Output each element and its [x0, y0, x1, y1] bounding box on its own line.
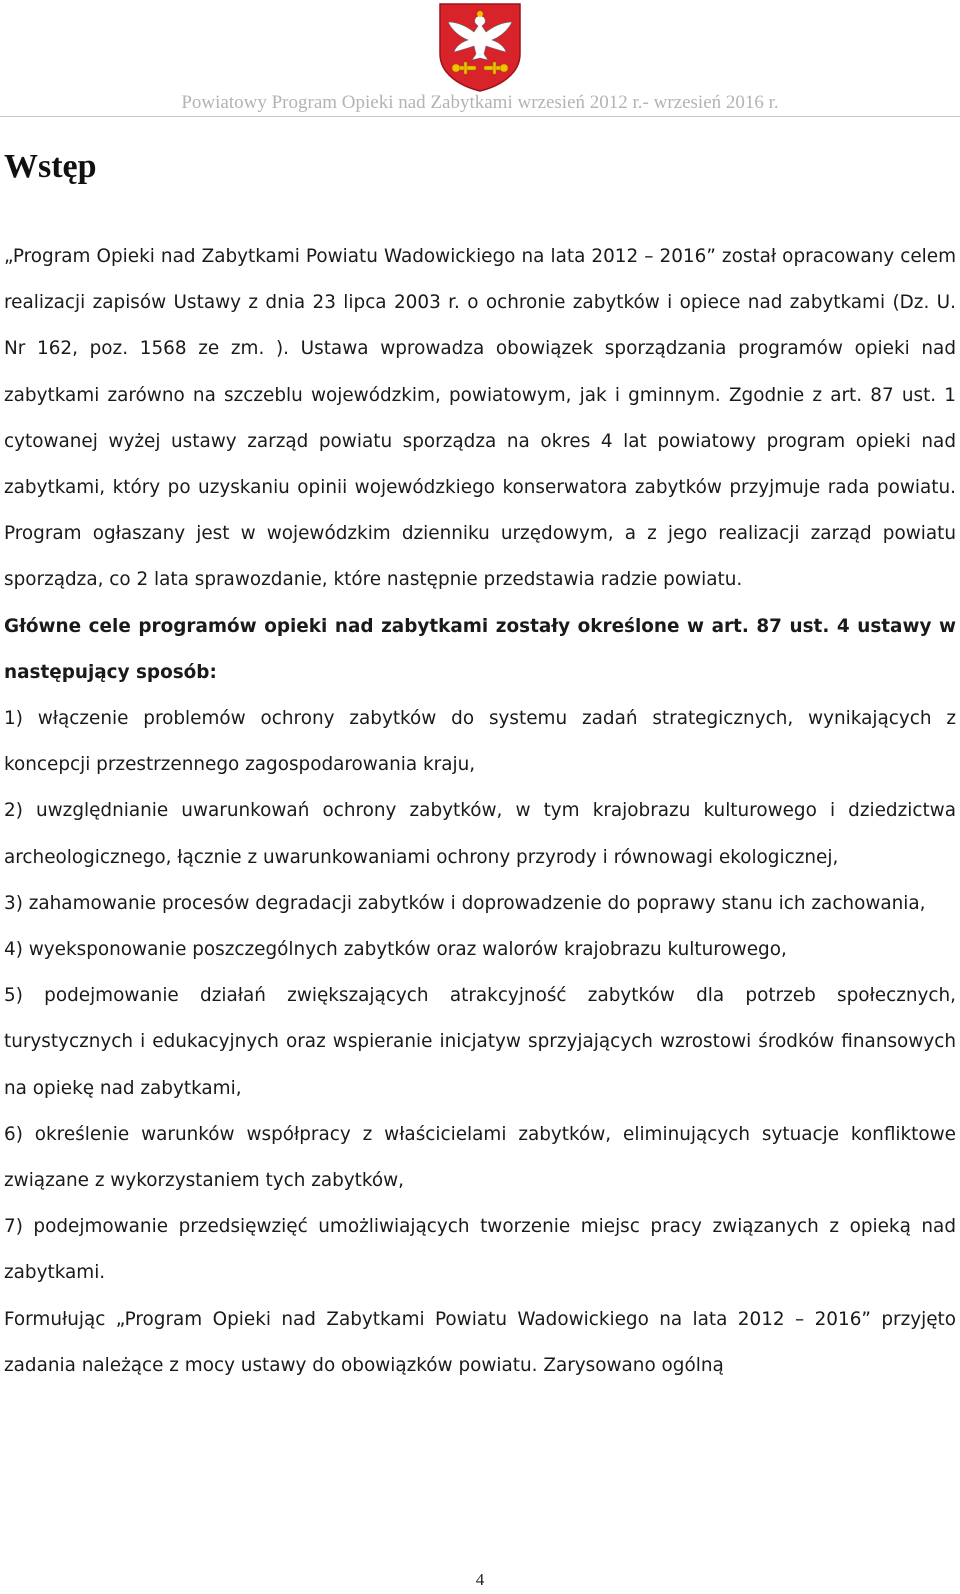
goals-heading: Główne cele programów opieki nad zabytkami zostały określone w art. 87 ust. 4 ustawy w następujący sposób: — [4, 615, 956, 683]
header-divider — [0, 116, 960, 117]
list-item: 6) określenie warunków współpracy z właścicielami zabytków, eliminujących sytuacje konfliktowe związane z wykorzystaniem tych zabytków, — [4, 1123, 956, 1192]
list-item: 1) włączenie problemów ochrony zabytków do systemu zadań strategicznych, wynikających z koncepcji przestrzennego zagospodarowania kraju, — [4, 708, 956, 776]
list-item: 2) uwzględnianie uwarunkowań ochrony zabytków, w tym krajobrazu kulturowego i dziedzictwa archeologicznego, łącznie z uwarunkowaniami ochrony przyrody i równowagi ekologicznej, — [4, 800, 956, 868]
closing-paragraph: Formułując „Program Opieki nad Zabytkami Powiatu Wadowickiego na lata 2012 – 2016” przyjęto zadania należące z mocy ustawy do obowiązków powiatu. Zarysowano ogólną — [4, 1308, 956, 1376]
page-number: 4 — [475, 1570, 485, 1589]
page-title: Wstęp — [4, 148, 97, 185]
list-item: 4) wyeksponowanie poszczególnych zabytków oraz walorów krajobrazu kulturowego, — [4, 939, 787, 961]
running-header: Powiatowy Program Opieki nad Zabytkami wrzesień 2012 r.- wrzesień 2016 r. — [181, 92, 779, 113]
coat-of-arms-icon — [438, 2, 522, 92]
list-item: 5) podejmowanie działań zwiększających atrakcyjność zabytków dla potrzeb społecznych, turystycznych i edukacyjnych oraz wspieranie inicjatyw sprzyjających wzrostowi środków finansowych na opiekę nad zabytkami, — [4, 985, 956, 1099]
document-body — [4, 234, 956, 1389]
list-item: 7) podejmowanie przedsięwzięć umożliwiających tworzenie miejsc pracy związanych z opieką nad zabytkami. — [4, 1216, 956, 1284]
list-item: 3) zahamowanie procesów degradacji zabytków i doprowadzenie do poprawy stanu ich zachowania, — [4, 892, 926, 914]
intro-paragraph: „Program Opieki nad Zabytkami Powiatu Wadowickiego na lata 2012 – 2016” został opracowany celem realizacji zapisów Ustawy z dnia 23 lipca 2003 r. o ochronie zabytków i opiece nad zabytkami (Dz. U. Nr 162, poz. 1568 ze zm. ). Ustawa wprowadza obowiązek sporządzania programów opieki nad zabytkami zarówno na szczeblu wojewódzkim, powiatowym, jak i gminnym. Zgodnie z art. 87 ust. 1 cytowanej wyżej ustawy zarząd powiatu sporządza na okres 4 lat powiatowy program opieki nad zabytkami, który po uzyskaniu opinii wojewódzkiego konserwatora zabytków przyjmuje rada powiatu. Program ogłaszany jest w wojewódzkim dzienniku urzędowym, a z jego realizacji zarząd powiatu sporządza, co 2 lata sprawozdanie, które następnie przedstawia radzie powiatu. — [4, 246, 956, 591]
